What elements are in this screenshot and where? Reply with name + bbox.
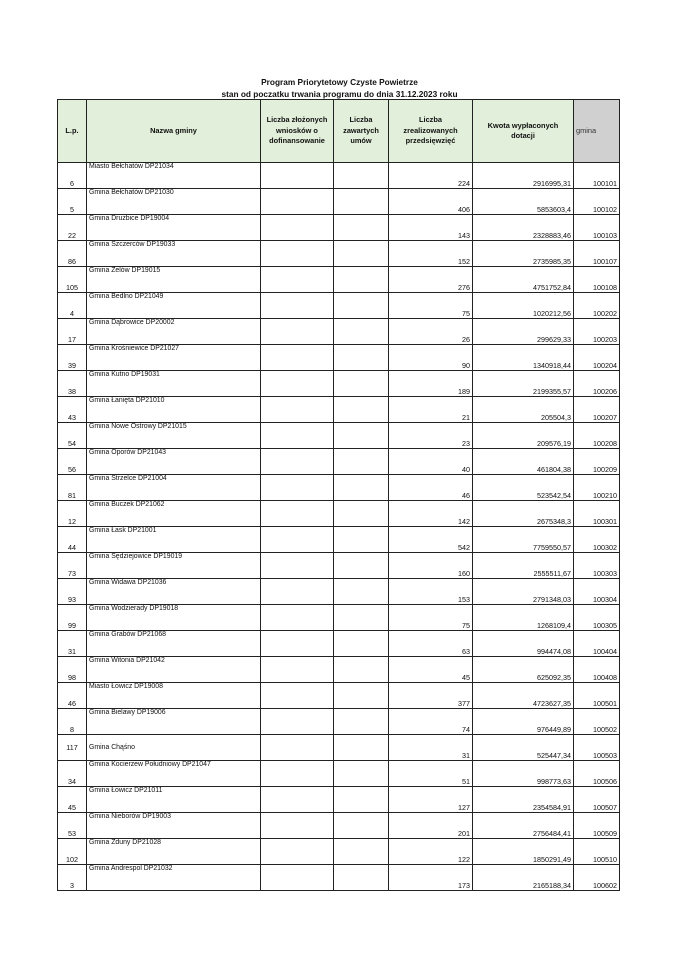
document-title — [0, 76, 679, 100]
row-submitted — [261, 345, 334, 371]
row-amount: 2354584,91 — [473, 787, 574, 813]
row-gmina: 100108 — [574, 267, 620, 293]
row-lp: 105 — [58, 267, 87, 293]
row-completed: 26 — [389, 319, 473, 345]
row-name: Gmina Zelów DP19015 — [87, 267, 261, 293]
row-submitted — [261, 241, 334, 267]
row-gmina: 100203 — [574, 319, 620, 345]
row-gmina: 100107 — [574, 241, 620, 267]
row-name: Gmina Zduny DP21028 — [87, 839, 261, 865]
row-lp: 73 — [58, 553, 87, 579]
row-name: Gmina Andrespol DP21032 — [87, 865, 261, 891]
row-submitted — [261, 605, 334, 631]
table-row — [58, 865, 620, 891]
row-gmina: 100301 — [574, 501, 620, 527]
row-contracts — [334, 241, 389, 267]
row-submitted — [261, 683, 334, 709]
row-contracts — [334, 579, 389, 605]
header-amount: Kwota wypłaconych dotacji — [473, 100, 574, 163]
row-completed: 21 — [389, 397, 473, 423]
row-contracts — [334, 397, 389, 423]
table-row — [58, 345, 620, 371]
row-lp: 4 — [58, 293, 87, 319]
row-gmina: 100503 — [574, 735, 620, 761]
row-lp: 43 — [58, 397, 87, 423]
row-gmina: 100206 — [574, 371, 620, 397]
row-amount: 4751752,84 — [473, 267, 574, 293]
row-contracts — [334, 475, 389, 501]
row-completed: 153 — [389, 579, 473, 605]
row-submitted — [261, 865, 334, 891]
row-gmina: 100204 — [574, 345, 620, 371]
row-completed: 406 — [389, 189, 473, 215]
row-name: Gmina Łowicz DP21011 — [87, 787, 261, 813]
row-name: Gmina Nieborów DP19003 — [87, 813, 261, 839]
row-lp: 45 — [58, 787, 87, 813]
row-amount: 2555511,67 — [473, 553, 574, 579]
row-contracts — [334, 189, 389, 215]
table-row — [58, 293, 620, 319]
row-completed: 143 — [389, 215, 473, 241]
table-row — [58, 449, 620, 475]
row-amount: 1020212,56 — [473, 293, 574, 319]
row-lp: 102 — [58, 839, 87, 865]
header-lp: L.p. — [58, 100, 87, 163]
row-name: Miasto Bełchatów DP21034 — [87, 163, 261, 189]
row-gmina: 100509 — [574, 813, 620, 839]
row-name: Gmina Kocierzew Południowy DP21047 — [87, 761, 261, 787]
title-line-1: Program Priorytetowy Czyste Powietrze — [261, 77, 418, 87]
row-contracts — [334, 709, 389, 735]
row-amount: 5853603,4 — [473, 189, 574, 215]
table-row — [58, 813, 620, 839]
row-name: Gmina Szczerców DP19033 — [87, 241, 261, 267]
row-amount: 1340918,44 — [473, 345, 574, 371]
table-row — [58, 215, 620, 241]
row-completed: 542 — [389, 527, 473, 553]
row-submitted — [261, 397, 334, 423]
row-submitted — [261, 709, 334, 735]
row-lp: 22 — [58, 215, 87, 241]
table-row — [58, 735, 620, 761]
table-row — [58, 787, 620, 813]
row-amount: 525447,34 — [473, 735, 574, 761]
table-row — [58, 371, 620, 397]
row-completed: 45 — [389, 657, 473, 683]
row-lp: 44 — [58, 527, 87, 553]
row-gmina: 100101 — [574, 163, 620, 189]
row-completed: 90 — [389, 345, 473, 371]
table-row — [58, 501, 620, 527]
row-lp: 34 — [58, 761, 87, 787]
row-amount: 2791348,03 — [473, 579, 574, 605]
row-contracts — [334, 371, 389, 397]
row-gmina: 100502 — [574, 709, 620, 735]
row-lp: 39 — [58, 345, 87, 371]
row-lp: 56 — [58, 449, 87, 475]
row-submitted — [261, 761, 334, 787]
table-row — [58, 163, 620, 189]
row-contracts — [334, 449, 389, 475]
row-name: Gmina Widawa DP21036 — [87, 579, 261, 605]
row-submitted — [261, 449, 334, 475]
table-row — [58, 319, 620, 345]
row-contracts — [334, 683, 389, 709]
row-name: Gmina Krośniewice DP21027 — [87, 345, 261, 371]
row-lp: 31 — [58, 631, 87, 657]
row-amount: 2165188,34 — [473, 865, 574, 891]
row-lp: 117 — [58, 735, 87, 761]
row-name: Gmina Kutno DP19031 — [87, 371, 261, 397]
row-lp: 54 — [58, 423, 87, 449]
row-amount: 2756484,41 — [473, 813, 574, 839]
row-amount: 2199355,57 — [473, 371, 574, 397]
row-name: Miasto Łowicz DP19008 — [87, 683, 261, 709]
table-row — [58, 709, 620, 735]
table-row — [58, 267, 620, 293]
row-lp: 38 — [58, 371, 87, 397]
row-completed: 51 — [389, 761, 473, 787]
row-gmina: 100103 — [574, 215, 620, 241]
row-gmina: 100507 — [574, 787, 620, 813]
row-gmina: 100305 — [574, 605, 620, 631]
row-gmina: 100202 — [574, 293, 620, 319]
row-name: Gmina Łanięta DP21010 — [87, 397, 261, 423]
row-contracts — [334, 787, 389, 813]
row-amount: 998773,63 — [473, 761, 574, 787]
row-submitted — [261, 553, 334, 579]
title-line-2: stan od poczatku trwania programu do dnia 31.12.2023 roku — [221, 89, 458, 99]
row-contracts — [334, 839, 389, 865]
row-submitted — [261, 215, 334, 241]
row-contracts — [334, 293, 389, 319]
header-submitted: Liczba złożonych wniosków o dofinansowanie — [261, 100, 334, 163]
row-contracts — [334, 813, 389, 839]
row-contracts — [334, 345, 389, 371]
row-completed: 63 — [389, 631, 473, 657]
row-name: Gmina Bedlno DP21049 — [87, 293, 261, 319]
row-name: Gmina Chąśno — [87, 735, 261, 761]
row-submitted — [261, 319, 334, 345]
row-submitted — [261, 501, 334, 527]
row-completed: 152 — [389, 241, 473, 267]
row-submitted — [261, 267, 334, 293]
row-amount: 625092,35 — [473, 657, 574, 683]
row-name: Gmina Oporów DP21043 — [87, 449, 261, 475]
row-amount: 2328883,46 — [473, 215, 574, 241]
row-amount: 4723627,35 — [473, 683, 574, 709]
row-amount: 2735985,35 — [473, 241, 574, 267]
row-lp: 5 — [58, 189, 87, 215]
row-contracts — [334, 865, 389, 891]
row-completed: 160 — [389, 553, 473, 579]
row-submitted — [261, 475, 334, 501]
table-row — [58, 189, 620, 215]
table-row — [58, 761, 620, 787]
row-completed: 75 — [389, 293, 473, 319]
row-amount: 205504,3 — [473, 397, 574, 423]
row-contracts — [334, 267, 389, 293]
row-amount: 209576,19 — [473, 423, 574, 449]
row-contracts — [334, 735, 389, 761]
row-lp: 46 — [58, 683, 87, 709]
row-completed: 377 — [389, 683, 473, 709]
row-contracts — [334, 761, 389, 787]
row-submitted — [261, 371, 334, 397]
row-completed: 224 — [389, 163, 473, 189]
row-submitted — [261, 631, 334, 657]
row-gmina: 100210 — [574, 475, 620, 501]
row-name: Gmina Drużbice DP19004 — [87, 215, 261, 241]
row-name: Gmina Sędziejowice DP19019 — [87, 553, 261, 579]
row-completed: 23 — [389, 423, 473, 449]
header-completed: Liczba zrealizowanych przedsięwzięć — [389, 100, 473, 163]
row-gmina: 100303 — [574, 553, 620, 579]
row-completed: 276 — [389, 267, 473, 293]
row-gmina: 100404 — [574, 631, 620, 657]
row-gmina: 100102 — [574, 189, 620, 215]
header-gmina: gmina — [574, 100, 620, 163]
row-amount: 523542,54 — [473, 475, 574, 501]
row-lp: 12 — [58, 501, 87, 527]
row-completed: 74 — [389, 709, 473, 735]
row-completed: 31 — [389, 735, 473, 761]
row-contracts — [334, 215, 389, 241]
row-gmina: 100304 — [574, 579, 620, 605]
row-submitted — [261, 657, 334, 683]
row-submitted — [261, 787, 334, 813]
row-name: Gmina Strzelce DP21004 — [87, 475, 261, 501]
row-lp: 17 — [58, 319, 87, 345]
header-contracts: Liczba zawartych umów — [334, 100, 389, 163]
table-row — [58, 397, 620, 423]
table-row — [58, 423, 620, 449]
row-contracts — [334, 423, 389, 449]
row-completed: 127 — [389, 787, 473, 813]
row-lp: 99 — [58, 605, 87, 631]
row-gmina: 100408 — [574, 657, 620, 683]
table-header — [58, 100, 620, 163]
row-name: Gmina Buczek DP21062 — [87, 501, 261, 527]
row-completed: 189 — [389, 371, 473, 397]
table-row — [58, 579, 620, 605]
row-lp: 3 — [58, 865, 87, 891]
row-lp: 86 — [58, 241, 87, 267]
row-contracts — [334, 319, 389, 345]
row-amount: 976449,89 — [473, 709, 574, 735]
row-contracts — [334, 553, 389, 579]
row-name: Gmina Witonia DP21042 — [87, 657, 261, 683]
row-gmina: 100510 — [574, 839, 620, 865]
row-gmina: 100207 — [574, 397, 620, 423]
row-completed: 75 — [389, 605, 473, 631]
row-amount: 1268109,4 — [473, 605, 574, 631]
table-row — [58, 553, 620, 579]
row-gmina: 100209 — [574, 449, 620, 475]
row-submitted — [261, 423, 334, 449]
table-row — [58, 839, 620, 865]
table-row — [58, 657, 620, 683]
row-completed: 201 — [389, 813, 473, 839]
row-amount: 299629,33 — [473, 319, 574, 345]
row-gmina: 100501 — [574, 683, 620, 709]
row-contracts — [334, 527, 389, 553]
row-completed: 46 — [389, 475, 473, 501]
row-submitted — [261, 579, 334, 605]
row-name: Gmina Łask DP21001 — [87, 527, 261, 553]
table-row — [58, 605, 620, 631]
row-amount: 994474,08 — [473, 631, 574, 657]
table-row — [58, 527, 620, 553]
row-lp: 98 — [58, 657, 87, 683]
row-lp: 6 — [58, 163, 87, 189]
row-amount: 2675348,3 — [473, 501, 574, 527]
row-name: Gmina Dąbrowice DP20002 — [87, 319, 261, 345]
row-completed: 40 — [389, 449, 473, 475]
row-contracts — [334, 501, 389, 527]
row-gmina: 100208 — [574, 423, 620, 449]
row-contracts — [334, 605, 389, 631]
row-lp: 93 — [58, 579, 87, 605]
row-name: Gmina Bełchatów DP21030 — [87, 189, 261, 215]
table-body — [58, 163, 620, 891]
row-submitted — [261, 813, 334, 839]
row-submitted — [261, 163, 334, 189]
table-row — [58, 683, 620, 709]
row-gmina: 100302 — [574, 527, 620, 553]
row-completed: 173 — [389, 865, 473, 891]
report-table — [57, 99, 620, 891]
table-row — [58, 241, 620, 267]
row-name: Gmina Nowe Ostrowy DP21015 — [87, 423, 261, 449]
table-row — [58, 475, 620, 501]
row-submitted — [261, 735, 334, 761]
row-completed: 142 — [389, 501, 473, 527]
row-contracts — [334, 631, 389, 657]
row-amount: 1850291,49 — [473, 839, 574, 865]
row-submitted — [261, 293, 334, 319]
table-row — [58, 631, 620, 657]
row-amount: 461804,38 — [473, 449, 574, 475]
header-name: Nazwa gminy — [87, 100, 261, 163]
row-completed: 122 — [389, 839, 473, 865]
row-name: Gmina Wodzierady DP19018 — [87, 605, 261, 631]
row-name: Gmina Grabów DP21068 — [87, 631, 261, 657]
row-submitted — [261, 527, 334, 553]
row-gmina: 100506 — [574, 761, 620, 787]
row-lp: 81 — [58, 475, 87, 501]
row-lp: 8 — [58, 709, 87, 735]
row-gmina: 100602 — [574, 865, 620, 891]
row-lp: 53 — [58, 813, 87, 839]
row-submitted — [261, 189, 334, 215]
row-submitted — [261, 839, 334, 865]
row-contracts — [334, 163, 389, 189]
row-name: Gmina Bielawy DP19006 — [87, 709, 261, 735]
row-amount: 7759550,57 — [473, 527, 574, 553]
row-contracts — [334, 657, 389, 683]
row-amount: 2916995,31 — [473, 163, 574, 189]
